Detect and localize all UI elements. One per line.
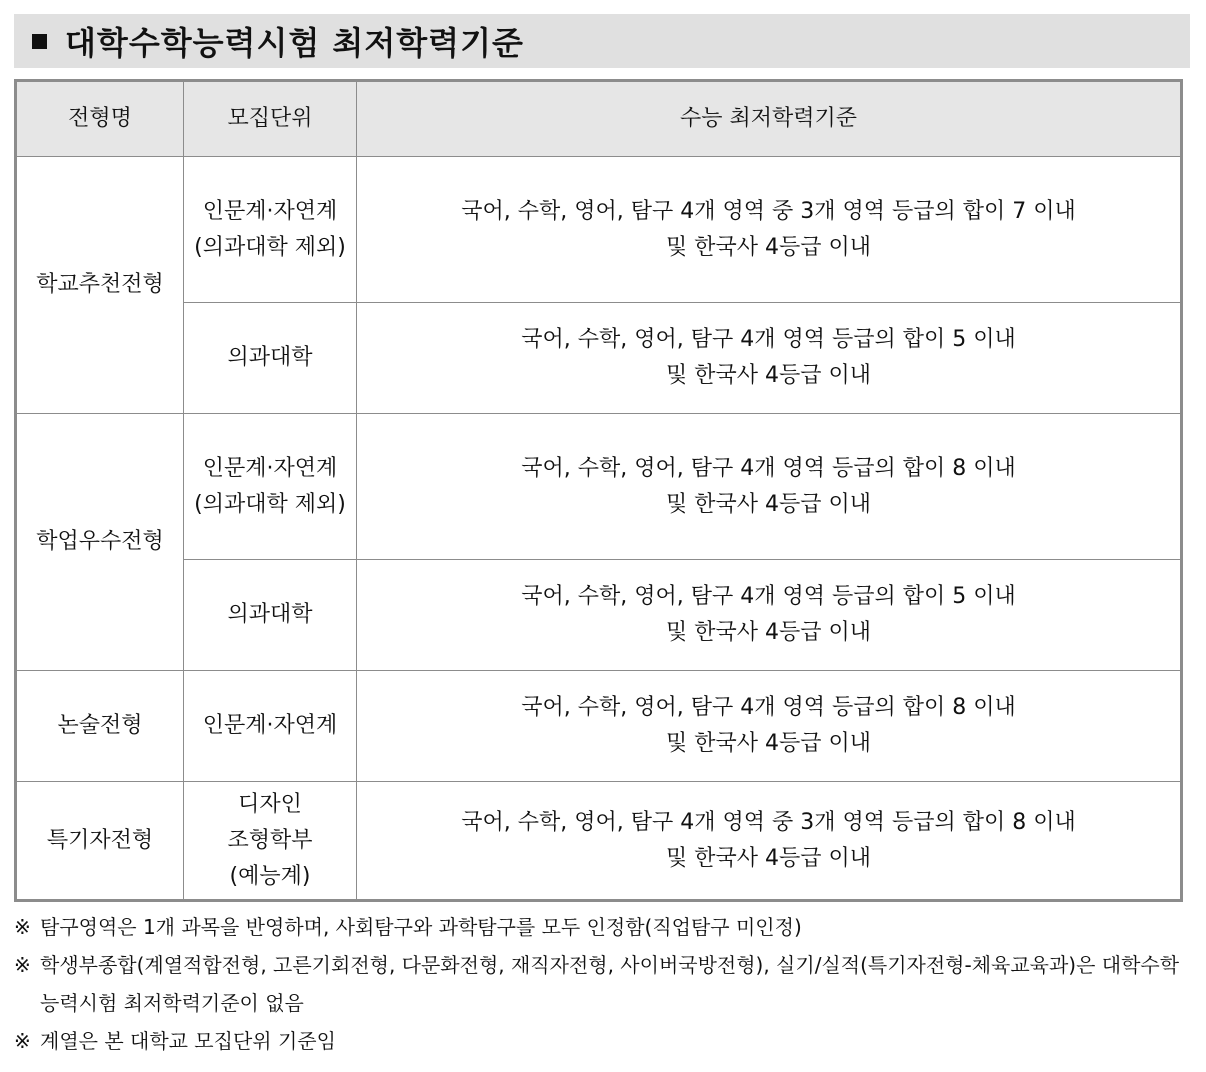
footnote [14,1022,1194,1060]
criteria-cell [357,560,1182,671]
criteria-line: 및 한국사 4등급 이내 [666,845,871,871]
criteria-line: 및 한국사 4등급 이내 [666,620,871,645]
reference-mark-icon: ※ [14,915,31,939]
bullet-square-icon [32,34,47,49]
criteria-line: 국어, 수학, 영어, 탐구 4개 영역 등급의 합이 8 이내 [521,455,1016,481]
admission-type-cell: 학업우수전형 [16,414,184,671]
footnote [14,908,1194,946]
unit-cell [184,414,357,560]
criteria-line: 국어, 수학, 영어, 탐구 4개 영역 중 3개 영역 등급의 합이 7 이내 [461,198,1076,224]
criteria-line: 및 한국사 4등급 이내 [666,234,871,260]
criteria-line: 국어, 수학, 영어, 탐구 4개 영역 등급의 합이 5 이내 [521,584,1016,609]
table-row [16,671,1182,782]
unit-line: 조형학부 [227,827,313,853]
criteria-cell [357,782,1182,901]
header-criteria: 수능 최저학력기준 [357,81,1182,157]
unit-line: 의과대학 [227,602,313,627]
admission-type-cell: 학교추천전형 [16,157,184,414]
admission-type-cell: 논술전형 [16,671,184,782]
reference-mark-icon: ※ [14,953,31,977]
unit-line: (의과대학 제외) [194,234,346,260]
minimum-criteria-table [14,79,1183,902]
footnote-text: 계열은 본 대학교 모집단위 기준임 [40,1029,336,1053]
table-row [16,782,1182,901]
header-recruitment-unit: 모집단위 [184,81,357,157]
unit-line: 의과대학 [227,345,313,370]
unit-line: 디자인 [238,791,302,817]
admission-type-cell: 특기자전형 [16,782,184,901]
criteria-line: 국어, 수학, 영어, 탐구 4개 영역 중 3개 영역 등급의 합이 8 이내 [461,809,1076,835]
table-row [16,414,1182,560]
criteria-cell [357,157,1182,303]
footnotes [14,908,1194,1060]
reference-mark-icon: ※ [14,1029,31,1053]
criteria-line: 국어, 수학, 영어, 탐구 4개 영역 등급의 합이 5 이내 [521,327,1016,352]
unit-line: (의과대학 제외) [194,491,346,517]
footnote-text: 학생부종합(계열적합전형, 고른기회전형, 다문화전형, 재직자전형, 사이버국방전형), 실기/실적(특기자전형-체육교육과)은 대학수학능력시험 최저학력기준이 없음 [40,953,1180,1015]
criteria-cell [357,303,1182,414]
table-row [16,303,1182,414]
criteria-line: 국어, 수학, 영어, 탐구 4개 영역 등급의 합이 8 이내 [521,695,1016,720]
criteria-line: 및 한국사 4등급 이내 [666,731,871,756]
footnote-text: 탐구영역은 1개 과목을 반영하며, 사회탐구와 과학탐구를 모두 인정함(직업탐구 미인정) [40,915,802,939]
unit-cell [184,671,357,782]
unit-line: 인문계·자연계 [202,713,338,738]
section-title-bar [14,14,1190,68]
unit-cell [184,303,357,414]
section-title: 대학수학능력시험 최저학력기준 [65,24,524,62]
unit-line: (예능계) [229,863,311,889]
criteria-cell [357,671,1182,782]
criteria-line: 및 한국사 4등급 이내 [666,491,871,517]
header-admission-type: 전형명 [16,81,184,157]
unit-cell [184,782,357,901]
criteria-line: 및 한국사 4등급 이내 [666,363,871,388]
table-header-row [16,81,1182,157]
unit-cell [184,157,357,303]
table-row [16,157,1182,303]
footnote [14,946,1194,1022]
unit-line: 인문계·자연계 [202,455,338,481]
unit-cell [184,560,357,671]
unit-line: 인문계·자연계 [202,198,338,224]
criteria-cell [357,414,1182,560]
table-row [16,560,1182,671]
